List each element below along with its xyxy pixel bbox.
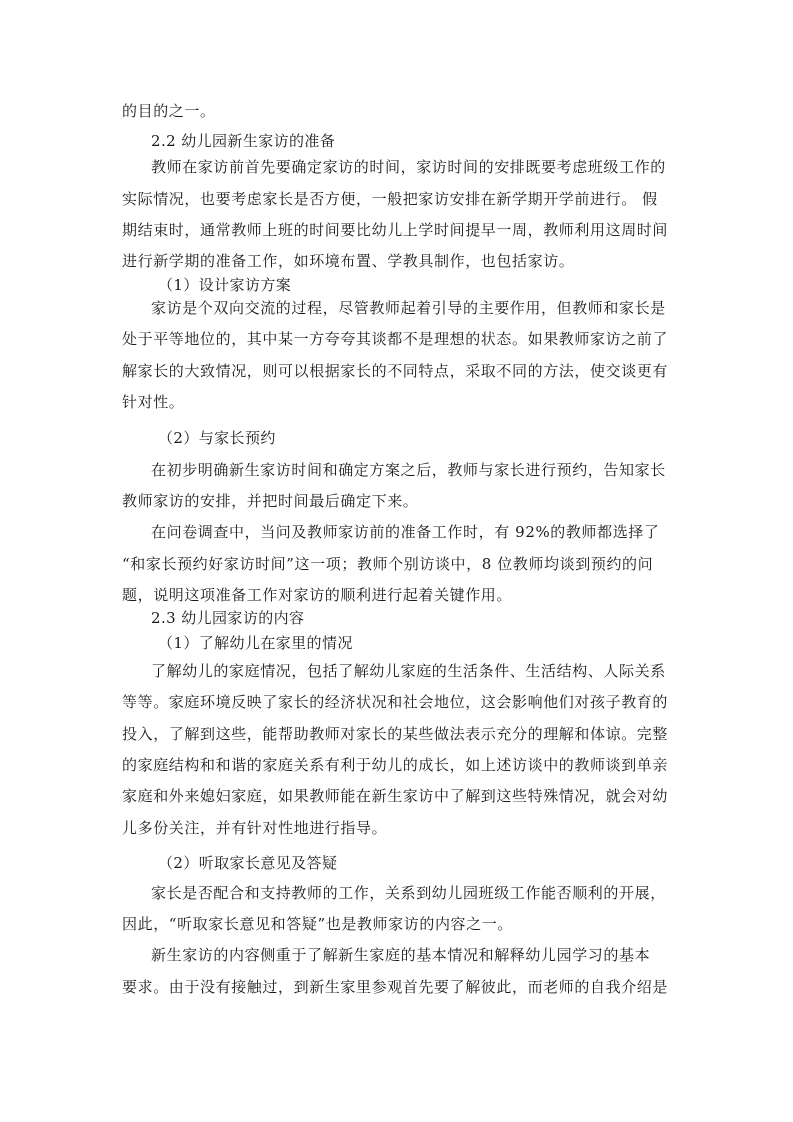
body-text-line: 实际情况，也要考虑家长是否方便，一般把家访安排在新学期开学前进行。 假: [122, 190, 658, 208]
paragraph-first-line: 在初步明确新生家访时间和确定方案之后，教师与家长进行预约，告知家长: [151, 461, 666, 479]
body-text-line: 的家庭结构和和谐的家庭关系有利于幼儿的成长，如上述访谈中的教师谈到单亲: [122, 756, 669, 774]
subsection-heading: （1）了解幼儿在家里的情况: [158, 634, 353, 652]
body-text-line: 要求。由于没有接触过，到新生家里参观首先要了解彼此，而老师的自我介绍是: [122, 978, 669, 996]
body-text-line: 教师家访的安排，并把时间最后确定下来。: [122, 492, 419, 510]
body-text-line: 家庭和外来媳妇家庭，如果教师能在新生家访中了解到这些特殊情况，就会对幼: [122, 787, 669, 805]
body-text-line: 解家长的大致情况，则可以根据家长的不同特点，采取不同的方法，使交谈更有: [122, 362, 669, 380]
body-text-line: 因此，“听取家长意见和答疑”也是教师家访的内容之一。: [122, 915, 513, 933]
body-text-line: 期结束时，通常教师上班的时间要比幼儿上学时间提早一周，教师利用这周时间: [122, 221, 669, 239]
subsection-heading: （2）与家长预约: [158, 429, 276, 447]
paragraph-first-line: 新生家访的内容侧重于了解新生家庭的基本情况和解释幼儿园学习的基本: [151, 946, 651, 964]
body-text-line: 投入，了解到这些，能帮助教师对家长的某些做法表示充分的理解和体谅。完整: [122, 725, 669, 743]
subsection-heading: （1）设计家访方案: [158, 276, 292, 294]
paragraph-first-line: 家长是否配合和支持教师的工作，关系到幼儿园班级工作能否顺利的开展，: [151, 884, 666, 902]
body-text-line: 处于平等地位的，其中某一方夸夸其谈都不是理想的状态。如果教师家访之前了: [122, 330, 669, 348]
body-text-line: 的目的之一。: [122, 102, 216, 120]
section-heading: 2.3 幼儿园家访的内容: [151, 609, 305, 627]
body-text-line: 题，说明这项准备工作对家访的顺利进行起着关键作用。: [122, 586, 513, 604]
body-text-line: 儿多份关注，并有针对性地进行指导。: [122, 819, 388, 837]
body-text-line: 进行新学期的准备工作，如环境布置、学教具制作，也包括家访。: [122, 252, 575, 270]
paragraph-first-line: 家访是个双向交流的过程，尽管教师起着引导的主要作用，但教师和家长是: [151, 299, 666, 317]
paragraph-first-line: 了解幼儿的家庭情况，包括了解幼儿家庭的生活条件、生活结构、人际关系: [151, 662, 666, 680]
paragraph-first-line: 在问卷调查中，当问及教师家访前的准备工作时，有 92%的教师都选择了: [151, 523, 660, 541]
subsection-heading: （2）听取家长意见及答疑: [158, 854, 338, 872]
body-text-line: 针对性。: [122, 393, 185, 411]
body-text-line: “和家长预约好家访时间”这一项；教师个别访谈中，8 位教师均谈到预约的问: [122, 555, 654, 573]
section-heading: 2.2 幼儿园新生家访的准备: [151, 132, 336, 150]
body-text-line: 等等。家庭环境反映了家长的经济状况和社会地位，这会影响他们对孩子教育的: [122, 693, 669, 711]
paragraph-first-line: 教师在家访前首先要确定家访的时间，家访时间的安排既要考虑班级工作的: [151, 158, 666, 176]
